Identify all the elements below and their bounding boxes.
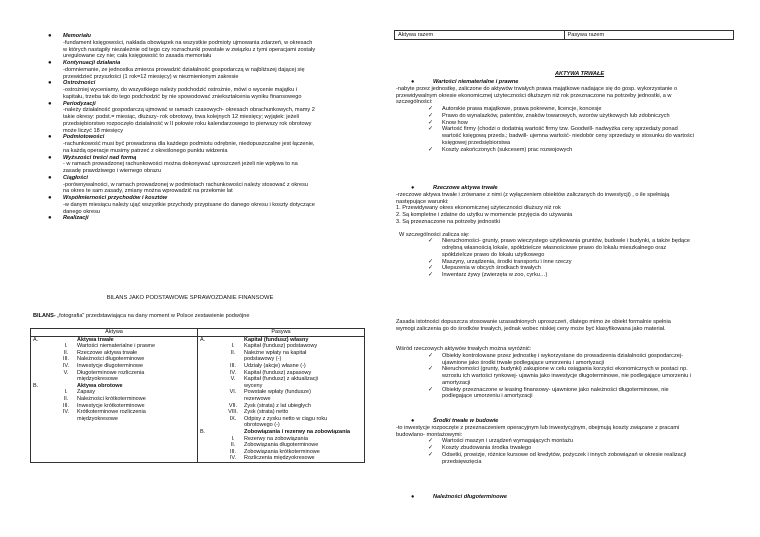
row-label: wyceny xyxy=(244,382,263,389)
text-line: następujące warunki: xyxy=(396,198,449,205)
nd-section xyxy=(396,494,748,501)
principle-line: w których nastąpiły niezależnie od tego czy rozrachunki powstałe w związku z tymi operacjami zostały xyxy=(63,46,316,53)
row-label: Krótkoterminowe rozliczenia xyxy=(77,409,146,416)
balance-row xyxy=(200,449,362,456)
row-label: Rezerwy na zobowiązania xyxy=(244,435,308,442)
check-line: odrębną własnością lokale, spółdzielcze własnościowe prawo do lokalu mieszkalnego oraz xyxy=(442,245,667,251)
checkmark-icon: ✓ xyxy=(428,445,434,451)
row-letter xyxy=(33,363,55,370)
text-line: budowlano- montażowymi: xyxy=(396,431,463,438)
rat-list xyxy=(396,238,748,279)
checkmark-icon: ✓ xyxy=(428,126,434,133)
principle-item xyxy=(44,215,364,222)
principle-line: kapitału, trzeba tak do tego podchodzić by nie spowodować zniekształcenia wyniku finansowego xyxy=(63,93,302,100)
row-numeral: IV. xyxy=(229,455,237,462)
row-label: obrotowego (-) xyxy=(244,422,280,429)
row-numeral: I. xyxy=(231,343,235,350)
row-label: Aktywa obrotowe xyxy=(77,382,123,389)
balance-row xyxy=(33,337,195,344)
row-letter xyxy=(200,396,222,403)
row-numeral: I. xyxy=(231,435,235,442)
text-line: 3. Są przeznaczone na potrzeby jednostki xyxy=(396,218,500,225)
row-label: Kapitał (fundusz) podstawowy xyxy=(244,343,318,350)
principle-title: Ostrożności xyxy=(63,80,96,87)
wnip-section xyxy=(396,79,748,153)
row-label: podstawowy (-) xyxy=(244,356,282,363)
principle-line: -domniemanie, ze jednostka zmierza prowadzić działalność gospodarczą w najbliższej dającej się xyxy=(63,66,305,73)
balance-row xyxy=(200,356,362,363)
row-numeral xyxy=(55,416,77,423)
wnip-heading-text: Wartości niematerialne i prawne xyxy=(433,79,519,85)
row-label: Kapitał (fundusz) z aktualizacji xyxy=(244,376,318,383)
row-numeral xyxy=(55,383,77,390)
aktywa-cell xyxy=(31,336,198,462)
check-item xyxy=(396,126,748,146)
bullet-icon: ● xyxy=(48,154,52,161)
row-label: Długoterminowe rozliczenia xyxy=(77,369,145,376)
rat-heading xyxy=(396,185,748,192)
principle-item xyxy=(44,155,364,175)
balance-row xyxy=(33,403,195,410)
wnip-list xyxy=(396,106,748,153)
check-line: Know how xyxy=(442,119,468,126)
text-line: Zasada istotności dopuszcza stosowanie uzasadnionych uproszczeń, dlatego mimo że obiekt formalnie spełnia xyxy=(396,319,671,325)
balance-sheet-table xyxy=(30,328,365,463)
row-numeral: VIII. xyxy=(228,409,238,416)
row-label: Inwestycje długoterminowe xyxy=(77,362,144,369)
row-numeral: IV. xyxy=(62,362,70,369)
sb-intro xyxy=(396,425,748,439)
pasywa-cell xyxy=(198,336,365,462)
principle-item xyxy=(44,195,364,215)
aktywa-razem: Aktywa razem xyxy=(395,31,565,40)
principle-line: -w danym miesiącu należy ująć wszystkie przychody przypisane do danego okresu i koszty dotyczące xyxy=(63,201,315,208)
balance-row xyxy=(200,429,362,436)
check-line: Koszty zakończonych (sukcesem) prac rozwojowych xyxy=(442,146,573,153)
checkmark-icon: ✓ xyxy=(428,451,434,458)
check-line: ujawnione jako środki trwałe podlegające umorzeniu i amortyzacji xyxy=(442,359,604,366)
check-line: amortyzacji xyxy=(442,379,471,386)
principle-line: zasadę prawdziwego i wiernego obrazu xyxy=(63,168,161,174)
principle-line: przedsiębiorstwo rozpoczęło działalność w II połowie roku kalendarzowego to pierwszy rok obrotowy xyxy=(63,120,312,127)
row-label: Zobowiązania krótkoterminowe xyxy=(244,448,320,455)
check-line: Prawo do wynalazków, patentów, znaków towarowych, wzorów użytkowych lub zdobniczych xyxy=(442,112,670,119)
bullet-icon: ● xyxy=(48,134,52,141)
check-line: wartość księgową przeds.; badwill- ujemna wartość- niedobór ceny sprzedaży w stosunku do wartości xyxy=(442,133,694,139)
sb-heading-text: Środki trwałe w budowie xyxy=(433,418,499,424)
row-letter xyxy=(33,389,55,396)
balance-row xyxy=(200,343,362,350)
row-numeral: IX. xyxy=(229,415,237,422)
row-label: Zobowiązania i rezerwy na zobowiązania xyxy=(244,428,351,435)
row-label: Kapitał (fundusz) własny xyxy=(244,336,309,343)
check-line: Nieruchomości (grunty, budynki) zakupione w celu osiągania korzyści ekonomicznych w postaci np. xyxy=(442,366,688,373)
balance-row xyxy=(33,389,195,396)
row-label: Należne wpłaty na kapitał xyxy=(244,349,307,356)
row-letter xyxy=(200,356,222,363)
bullet-icon: ● xyxy=(48,80,52,87)
row-numeral: IV. xyxy=(229,369,237,376)
balance-row xyxy=(200,422,362,429)
check-item xyxy=(396,147,748,154)
wnip-intro xyxy=(396,86,748,106)
row-label: Kapitał (fundusz) zapasowy xyxy=(244,369,312,376)
check-line: księgowej przedsiębiorstwa xyxy=(442,139,511,146)
row-numeral: II. xyxy=(63,395,69,402)
text-line: -rzeczowe aktywa trwałe i zrównane z nimi (z wyłączeniem obiektów zaliczanych do inwestycji) , o ile spełniają xyxy=(396,191,670,198)
checkmark-icon: ✓ xyxy=(428,386,434,393)
row-label: Odpisy z zysku netto w ciągu roku xyxy=(244,415,328,422)
check-line: Inwentarz żywy (zwierzęta w zoo, cyrku…) xyxy=(442,272,548,278)
balance-row xyxy=(33,350,195,357)
check-item xyxy=(396,120,748,127)
bilans-text: „fotografia" przedstawiająca na dany moment w Polsce zestawienie podwójne xyxy=(55,313,250,319)
check-line: wzrostu ich wartości rynkowej- ujawnia jako inwestycje długoterminowe, nie podlegające umorzeniu i xyxy=(442,373,692,379)
principle-line: -fundament księgowości, nakłada obowiązek na wszystkie podmioty ujmowania zdarzeń, w okresach xyxy=(63,39,313,46)
bullet-icon: ● xyxy=(48,215,52,222)
row-numeral: III. xyxy=(229,448,237,455)
balance-row xyxy=(33,343,195,350)
wnip-heading xyxy=(396,79,748,86)
row-letter xyxy=(33,376,55,383)
principle-line: - w ramach prowadzonej rachunkowości można dokonywać uproszczeń jeżeli nie wpływa to na xyxy=(63,161,298,168)
row-label: Wartości niematerialne i prawne xyxy=(77,343,156,350)
row-letter: B. xyxy=(33,382,39,389)
check-line: Koszty zbudowania środka trwałego xyxy=(442,445,532,451)
row-label: Rozliczenia międzyokresowe xyxy=(244,455,315,462)
row-label: Aktywa trwałe xyxy=(77,336,114,343)
text-line: wymogi zaliczenia go do środków trwałych, jednak wobec niskiej ceny może być klasyfikowana jako materiał. xyxy=(396,325,666,332)
row-numeral: V. xyxy=(63,369,69,376)
row-label: Należności krótkoterminowe xyxy=(77,395,146,402)
row-letter xyxy=(200,370,222,377)
principle-line: przewidzieć przyszłości (1 rok=12 miesięcy) w niezmienionym zakresie xyxy=(63,73,239,80)
check-item xyxy=(396,106,748,113)
text-line: -nabyte przez jednostkę, zaliczone do aktywów trwałych prawa majątkowe nadające się do gosp. wykorzystanie o xyxy=(396,85,678,92)
principle-line: na każdą operacje musimy patrzeć z określonego punktu widzenia xyxy=(63,147,228,154)
row-numeral: IV. xyxy=(62,409,70,416)
balance-row xyxy=(33,376,195,383)
principle-item xyxy=(44,60,364,80)
principle-item xyxy=(44,175,364,195)
balance-row xyxy=(200,337,362,344)
bilans-label: BILANS- xyxy=(33,313,56,319)
wsrod-list xyxy=(396,353,748,400)
principle-title: Memoriału xyxy=(63,33,91,39)
balance-row xyxy=(33,409,195,416)
row-numeral: II. xyxy=(230,442,236,449)
sb-heading xyxy=(396,418,748,425)
rat-heading-text: Rzeczowe aktywa trwałe xyxy=(433,185,498,191)
row-letter xyxy=(200,383,222,390)
row-letter xyxy=(33,396,55,403)
row-letter xyxy=(200,350,222,357)
check-line: Maszyny, urządzenia, środki transportu i inne rzeczy xyxy=(442,258,572,265)
checkmark-icon: ✓ xyxy=(428,112,434,119)
principle-title: Kontynuacji działania xyxy=(63,60,121,66)
balance-row xyxy=(33,363,195,370)
balance-row xyxy=(200,376,362,383)
row-label: rezerwowe xyxy=(244,395,271,402)
checkmark-icon: ✓ xyxy=(428,352,434,359)
principle-line: może liczyć 18 miesięcy xyxy=(63,127,123,134)
principle-title: Periodyzacji xyxy=(63,100,96,107)
row-letter xyxy=(200,409,222,416)
pasywa-razem: Pasywa razem xyxy=(564,31,734,40)
principle-title: Wyższości treści nad formą xyxy=(63,154,137,161)
check-item xyxy=(396,366,748,386)
row-letter xyxy=(200,422,222,429)
row-letter xyxy=(200,343,222,350)
row-letter xyxy=(33,403,55,410)
section-title: BILANS JAKO PODSTAWOWE SPRAWOZDANIE FINANSOWE xyxy=(106,295,274,301)
principle-line: danego okresu xyxy=(63,208,101,215)
wsrod-intro: Wśród rzeczowych aktywów trwałych można wyróżnić: xyxy=(396,346,532,352)
row-letter: B. xyxy=(200,428,206,435)
row-letter xyxy=(200,442,222,449)
row-letter xyxy=(33,370,55,377)
principle-item xyxy=(44,33,364,60)
principle-item xyxy=(44,80,364,100)
row-numeral: II. xyxy=(63,349,69,356)
balance-row xyxy=(200,383,362,390)
row-letter xyxy=(200,455,222,462)
row-numeral xyxy=(222,356,244,363)
text-line: -to inwestycje rozpoczęte z przeznaczeniem operacyjnym lub inwestycyjnym, obejmują koszty związane z pracami xyxy=(396,424,680,431)
check-line: Wartość firmy (chodzi o dodatnią wartość firmy tzw. Goodwill- nadwyżka ceny sprzedaży ponad xyxy=(442,126,678,133)
check-line: Autorskie prawa majątkowe, prawa pokrewne, licencje, koncesje xyxy=(442,106,602,112)
row-letter xyxy=(33,409,55,416)
row-label: Zysk (strata) netto xyxy=(244,409,289,416)
principle-line: -należy działalność gospodarczą ujmować w ramach czasowych- okresach obrachunkowych, mamy 2 xyxy=(63,107,315,114)
check-line: Ulepszenia w obcych środkach trwałych xyxy=(442,265,541,272)
balance-row xyxy=(33,383,195,390)
rat-sub: W szczególności zalicza się: xyxy=(399,231,470,238)
row-numeral xyxy=(222,383,244,390)
check-line: podlegające umorzeniu i amortyzacji xyxy=(442,393,533,400)
row-numeral: III. xyxy=(229,362,237,369)
row-letter xyxy=(200,363,222,370)
row-letter xyxy=(200,416,222,423)
balance-row xyxy=(200,363,362,370)
row-letter: A. xyxy=(33,336,39,343)
row-label: Należności długoterminowe xyxy=(77,356,145,363)
check-item xyxy=(396,445,748,452)
row-numeral xyxy=(55,337,77,344)
check-item xyxy=(396,113,748,120)
balance-row xyxy=(33,396,195,403)
balance-row xyxy=(200,350,362,357)
check-item xyxy=(396,265,748,272)
row-letter xyxy=(200,403,222,410)
principle-item xyxy=(44,101,364,135)
principle-line: -ostrożniej wyceniamy, do wszystkiego należy podchodzić ostrożnie, mówi o wycenie majątku i xyxy=(63,87,298,93)
sb-section xyxy=(396,418,748,465)
balance-row xyxy=(33,356,195,363)
balance-row xyxy=(200,442,362,449)
row-numeral xyxy=(222,337,244,344)
check-item xyxy=(396,259,748,266)
bullet-icon: ● xyxy=(411,418,415,424)
check-line: Wartości maszyn i urządzeń wymagających montażu xyxy=(442,438,573,445)
row-label: Zysk (strata) z lat ubiegłych xyxy=(244,402,311,409)
row-label: Zobowiązania długoterminowe xyxy=(244,442,319,449)
table-head-pasywa: Pasywa xyxy=(198,329,365,337)
balance-row xyxy=(33,370,195,377)
check-item xyxy=(396,452,748,466)
check-item xyxy=(396,272,748,279)
check-item xyxy=(396,387,748,401)
text-line: szczególności: xyxy=(396,99,433,106)
check-line: Odsetki, prowizje, różnice kursowe od kredytów, pożyczek i innych zobowiązań w okresie realizacji xyxy=(442,451,687,458)
check-line: spółdzielcze prawo do lokalu użytkowego xyxy=(442,251,545,258)
row-numeral: I. xyxy=(64,389,68,396)
row-letter xyxy=(200,449,222,456)
row-letter xyxy=(33,416,55,423)
principle-title: Realizacji xyxy=(63,215,89,222)
totals-table xyxy=(394,30,734,40)
balance-row xyxy=(200,389,362,396)
balance-row xyxy=(200,436,362,443)
check-item xyxy=(396,238,748,258)
sb-list xyxy=(396,438,748,465)
rat-section xyxy=(396,185,748,279)
balance-row xyxy=(33,416,195,423)
checkmark-icon: ✓ xyxy=(428,238,434,245)
row-label: Udziały (akcje) własne (-) xyxy=(244,362,306,369)
row-letter xyxy=(200,436,222,443)
principle-line: na okres te sam zasady, zmiany można wprowadzić na przełomie lat xyxy=(63,188,233,195)
checkmark-icon: ✓ xyxy=(428,438,434,445)
checkmark-icon: ✓ xyxy=(428,106,434,112)
row-numeral: III. xyxy=(62,356,70,363)
row-letter xyxy=(33,356,55,363)
balance-row xyxy=(200,416,362,423)
row-label: międzyokresowe xyxy=(77,415,118,422)
row-numeral: I. xyxy=(64,343,68,350)
row-label: Rzeczowe aktywa trwałe xyxy=(77,349,138,356)
row-numeral: VII. xyxy=(228,402,238,409)
check-item xyxy=(396,438,748,445)
checkmark-icon: ✓ xyxy=(428,119,434,126)
principle-title: Podmiotowości xyxy=(63,134,105,141)
row-letter xyxy=(33,343,55,350)
checkmark-icon: ✓ xyxy=(428,366,434,373)
bullet-icon: ● xyxy=(411,79,415,85)
nd-heading xyxy=(396,494,748,501)
principle-item xyxy=(44,134,364,154)
checkmark-icon: ✓ xyxy=(428,258,434,265)
row-label: Zapasy xyxy=(77,389,96,396)
row-numeral xyxy=(55,376,77,383)
row-numeral: II. xyxy=(230,349,236,356)
aktywa-trwale-title: AKTYWA TRWAŁE xyxy=(555,71,605,77)
row-letter xyxy=(33,350,55,357)
principle-title: Współmierności przychodów i kosztów xyxy=(63,195,168,201)
row-letter: A. xyxy=(200,336,206,343)
principle-line: takie okresy: podst.= miesiąc, dłuższy- rok obrotowy, trwa kolejnych 12 miesięcy; wyjątek: jeżeli xyxy=(63,114,300,120)
row-label: Inwestycje krótkoterminowe xyxy=(77,402,145,409)
accounting-principles-list xyxy=(44,33,364,222)
row-numeral xyxy=(222,396,244,403)
balance-row xyxy=(200,403,362,410)
bullet-icon: ● xyxy=(48,195,52,201)
table-head-aktywa: Aktywa xyxy=(31,329,198,337)
principle-line: -porównywalności, w ramach prowadzonej w podmiotach rachunkowości należy stosować z okresu xyxy=(63,181,308,188)
bullet-icon: ● xyxy=(411,494,415,500)
bilans-definition xyxy=(33,313,373,320)
check-line: przedsięwzięcia xyxy=(442,458,482,465)
row-label: Powstałe wpłaty (fundusze) xyxy=(244,389,311,396)
zasada-section xyxy=(396,319,748,333)
bullet-icon: ● xyxy=(48,60,52,66)
nd-heading-text: Należności długoterminowe xyxy=(433,494,507,500)
principle-title: Ciągłości xyxy=(63,174,88,181)
balance-row xyxy=(200,409,362,416)
balance-row xyxy=(200,396,362,403)
text-line: przewidywalnym okresie ekonomicznej użyteczności dłuższym niż rok przeznaczone na potrzeby jednostki, a w xyxy=(396,92,672,99)
text-line: 1. Przewidywany okres ekonomicznej użyteczności dłuższy niż rok xyxy=(396,205,561,212)
check-item xyxy=(396,353,748,367)
checkmark-icon: ✓ xyxy=(428,146,434,153)
wsrod-section xyxy=(396,346,748,400)
balance-row xyxy=(200,370,362,377)
row-numeral xyxy=(222,422,244,429)
row-numeral xyxy=(222,429,244,436)
check-line: Obiekty kontrolowane przez jednostkę i wykorzystane do prowadzenia działalności gospodarczej- xyxy=(442,352,683,359)
principle-line: uregulowane czy nie; cała księgowość to zasada memoriału xyxy=(63,53,212,60)
row-numeral: III. xyxy=(62,402,70,409)
bullet-icon: ● xyxy=(48,100,52,107)
row-numeral: VI. xyxy=(229,389,237,396)
check-line: Obiekty przeznaczone w leasing finansowy- ujawnione jako należności długoterminowe, nie xyxy=(442,386,669,393)
bullet-icon: ● xyxy=(48,33,52,39)
checkmark-icon: ✓ xyxy=(428,265,434,272)
row-numeral: V. xyxy=(230,376,236,383)
rat-intro xyxy=(396,192,748,226)
checkmark-icon: ✓ xyxy=(428,272,434,278)
bullet-icon: ● xyxy=(411,185,415,191)
text-line: 2. Są kompletne i zdatne do użytku w momencie przyjęcia do używania xyxy=(396,212,573,218)
check-line: Nieruchomości- grunty, prawo wieczystego użytkowania gruntów, budowle i budynki, a także będące xyxy=(442,238,691,245)
bullet-icon: ● xyxy=(48,174,52,181)
row-label: międzyokresowe xyxy=(77,376,118,383)
balance-row xyxy=(200,455,362,462)
principle-line: -rachunkowość musi być prowadzona dla każdego podmiotu odrębnie, niedopuszczalne jest łączenie, xyxy=(63,141,315,147)
row-letter xyxy=(200,376,222,383)
row-letter xyxy=(200,389,222,396)
